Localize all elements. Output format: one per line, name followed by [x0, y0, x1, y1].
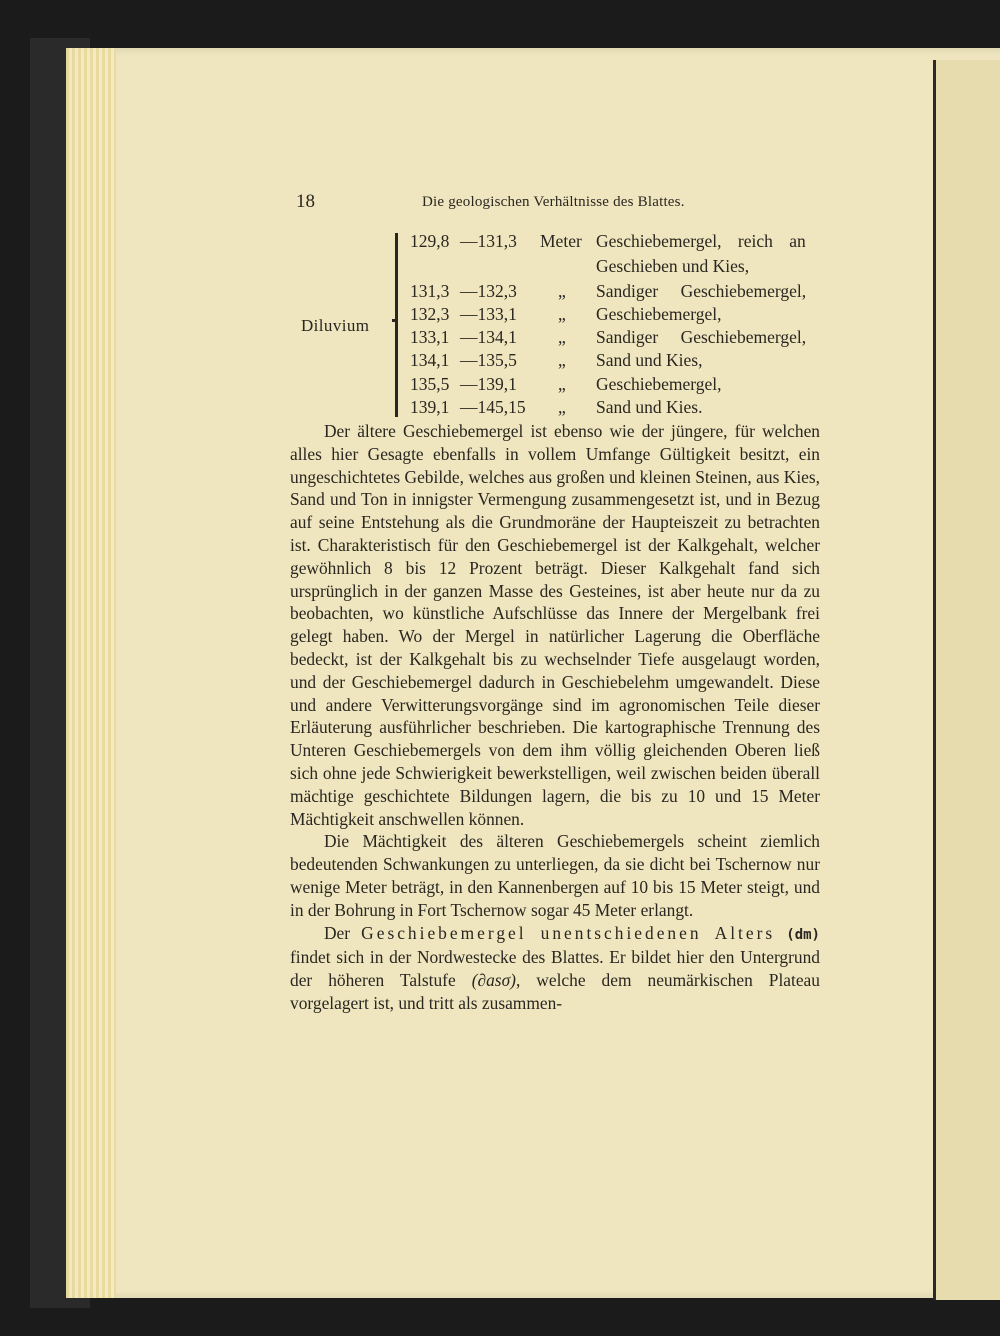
map-symbol-italic: (∂asσ)	[471, 970, 516, 991]
paragraph	[290, 922, 820, 1015]
layer-description: Sand und Kies,	[596, 350, 703, 370]
next-page-edge	[933, 60, 1000, 1300]
depth-from: 132,3	[410, 304, 450, 324]
paragraph-text: findet sich in der Nordwestecke des Blattes. Er bildet hier den Untergrund der höheren Talstufe	[290, 947, 820, 991]
paragraph: Der ältere Geschiebemergel ist ebenso wie der jüngere, für welchen alles hier Gesagte ebenfalls in vollem Umfange Gültigkeit besitzt, ein ungeschichtetes Gebilde, welches aus großen und kleinen Steinen, aus Kies, Sand und Ton in innigster Vermengung zusammengesetzt ist, und in Bezug auf seine Entstehung als die Grundmoräne der Haupteiszeit zu betrachten ist. Charakteristisch für den Geschiebemergel ist der Kalkgehalt, welcher gewöhnlich 8 bis 12 Prozent beträgt. Dieser Kalkgehalt fand sich ursprünglich in der ganzen Masse des Gesteines, ist aber heute nur da zu beobachten, wo künstliche Aufschlüsse das Innere der Mergelbank frei gelegt haben. Wo der Mergel in natürlicher Lagerung die Oberfläche bedeckt, ist der Kalkgehalt bis zu wechselnder Tiefe ausgelaugt worden, und der Geschiebemergel dadurch in Geschiebelehm umgewandelt. Diese und andere Verwitterungsvorgänge sind im agronomischen Teile dieser Erläuterung ausführlicher beschrieben. Die kartographische Trennung des Unteren Geschiebemergels von dem ihm völlig gleichenden Oberen ließ sich ohne jede Schwierigkeit bewerkstelligen, weil zwischen beiden überall mächtige geschichtete Bildungen lagern, die bis zu 10 und 15 Meter Mächtigkeit anschwellen können.	[290, 421, 820, 829]
depth-from: 133,1	[410, 327, 450, 347]
brace-line	[395, 233, 398, 417]
layer-description: Sandiger Geschiebemergel,	[596, 281, 807, 301]
map-symbol: (dm)	[786, 926, 820, 943]
ditto-mark: „	[558, 304, 566, 324]
ditto-mark: „	[558, 327, 566, 347]
layer-description: Sandiger Geschiebemergel,	[596, 327, 807, 347]
body-text	[290, 420, 820, 1015]
depth-to: —145,15	[460, 397, 526, 417]
layer-description: Geschiebemergel,	[596, 374, 722, 394]
depth-from: 131,3	[410, 281, 450, 301]
emphasized-term: Geschiebemergel unentschiedenen Alters	[361, 922, 776, 943]
strata-table	[296, 231, 826, 421]
depth-to: —133,1	[460, 304, 517, 324]
page-edges	[66, 48, 116, 1298]
brace-tick	[392, 319, 398, 322]
depth-to: —132,3	[460, 281, 517, 301]
strata-label: Diluvium	[301, 316, 370, 335]
ditto-mark: „	[558, 374, 566, 394]
layer-description: Sand und Kies.	[596, 397, 703, 417]
ditto-mark: „	[558, 281, 566, 301]
depth-from: 139,1	[410, 397, 450, 417]
layer-description: Geschiebemergel,	[596, 304, 722, 324]
depth-to: —135,5	[460, 350, 517, 370]
paragraph: Die Mächtigkeit des älteren Geschiebemergels scheint ziemlich bedeutenden Schwankungen zu unterliegen, da sie dicht bei Tschernow nur wenige Meter beträgt, in den Kannenbergen auf 10 bis 15 Meter steigt, und in der Bohrung in Fort Tschernow sogar 45 Meter erlangt.	[290, 831, 820, 920]
layer-description: Geschiebemergel, reich an	[596, 231, 806, 251]
paragraph-intro: Der	[324, 922, 351, 943]
ditto-mark: „	[558, 350, 566, 370]
ditto-mark: „	[558, 397, 566, 417]
depth-to: —134,1	[460, 327, 517, 347]
depth-from: 135,5	[410, 374, 450, 394]
running-title: Die geologischen Verhältnisse des Blattes.	[422, 194, 685, 210]
depth-to: —131,3	[460, 231, 517, 251]
depth-from: 134,1	[410, 350, 450, 370]
layer-description-continued: Geschieben und Kies,	[596, 256, 750, 276]
page-number: 18	[296, 191, 315, 212]
depth-to: —139,1	[460, 374, 517, 394]
depth-from: 129,8	[410, 231, 450, 251]
unit: Meter	[540, 231, 582, 251]
paragraph-text: , welche dem neumärkischen Plateau vorgelagert ist, und tritt als zusammen-	[290, 970, 820, 1013]
